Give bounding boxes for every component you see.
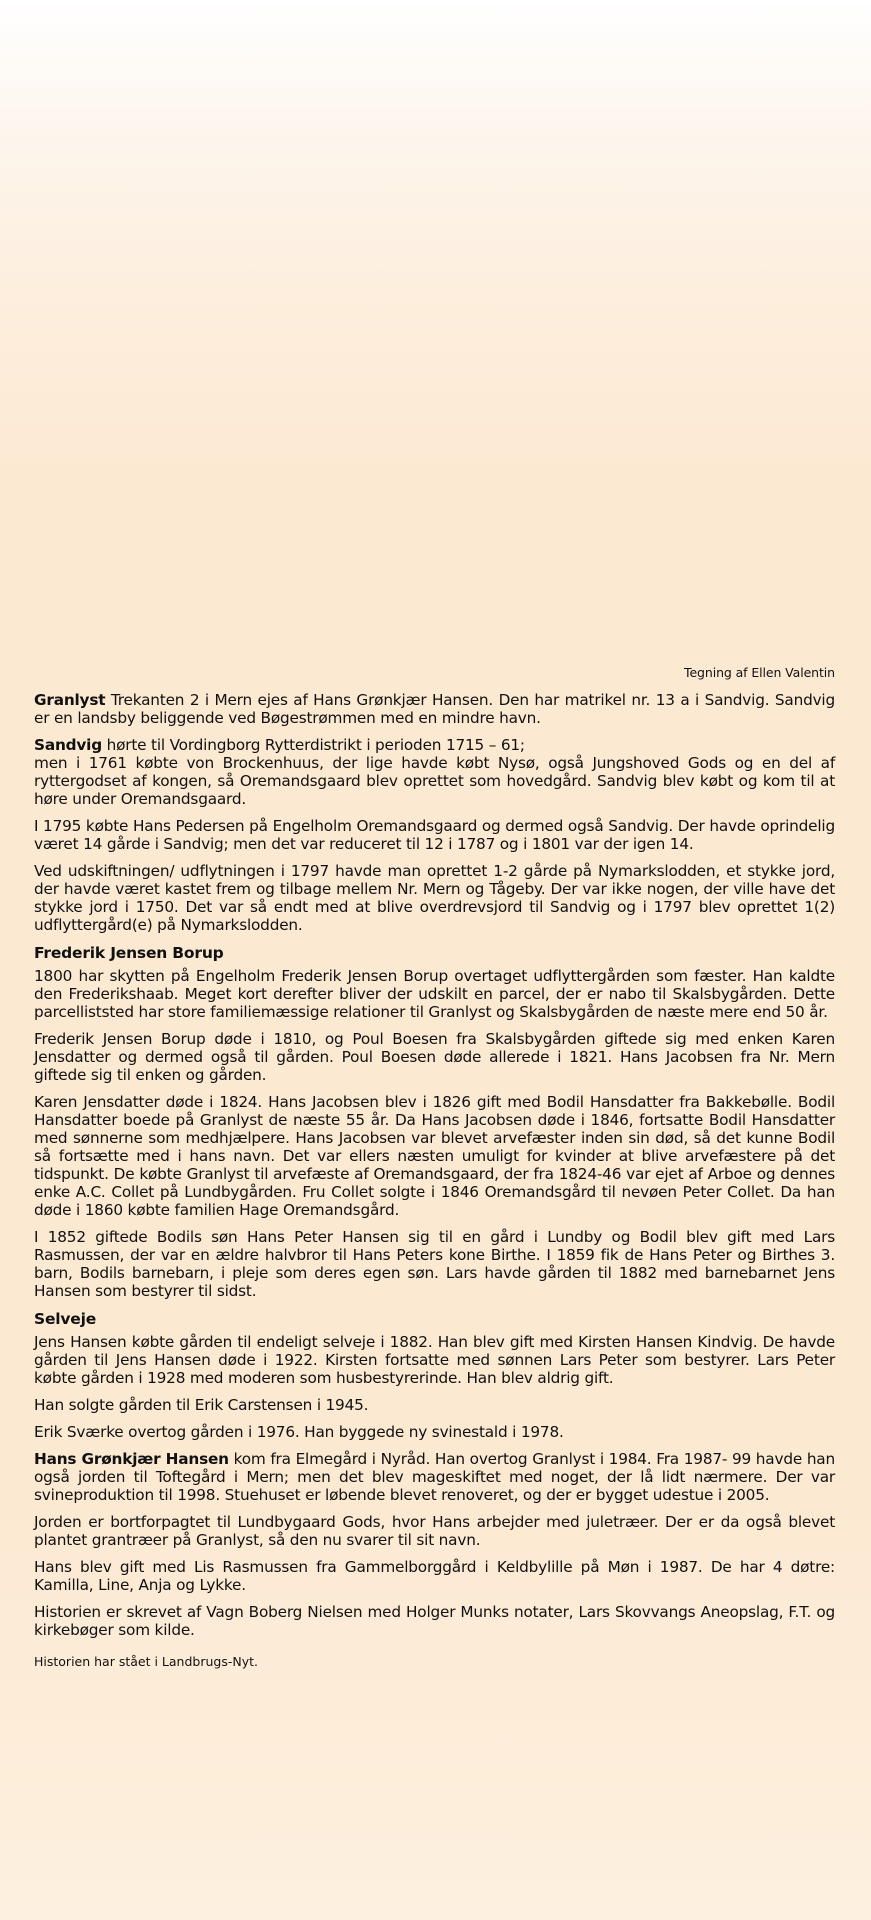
lead-hans-gronkjaer: Hans Grønkjær Hansen	[34, 1450, 229, 1468]
paragraph-1945: Han solgte gården til Erik Carstensen i 1945.	[34, 1396, 369, 1414]
illustration-area	[0, 0, 871, 660]
paragraph-1824: Karen Jensdatter døde i 1824. Hans Jacobsen blev i 1826 gift med Bodil Hansdatter fra Bakkebølle. Bodil Hansdatter boede på Granlyst de næste 55 år. Da Hans Jacobsen døde i 1846, fortsatte Bodil Hansdatter med sønnerne som medhjælpere. Hans Jacobsen var blevet arvefæster inden sin død, så det kunne Bodil så fortsætte med i hans navn. Det var ellers næsten umuligt for kvinder at blive arvefæstere på det tidspunkt. De købte Granlyst til arvefæste af Oremandsgaard, der fra 1824-46 var ejet af Arboe og dennes enke A.C. Collet på Lundbygården. Fru Collet solgte i 1846 Oremandsgård til nevøen Peter Collet. Da han døde i 1860 købte familien Hage Oremandsgård.	[34, 1093, 835, 1219]
paragraph-sandvig	[34, 736, 835, 808]
paragraph-text: men i 1761 købte von Brockenhuus, der lige havde købt Nysø, også Jungshoved Gods og en del af ryttergodset af kongen, så Oremandsgaard blev oprettet som hovedgård. Sandvig blev købt og kom til at høre under Oremandsgaard.	[34, 754, 835, 808]
paragraph-text: kom fra Elmegård i Nyråd. Han overtog Granlyst i 1984. Fra 1987- 99 havde han også jorden til Toftegård i Mern; men det blev mageskiftet med noget, der lå lidt nærmere. Der var svineproduktion til 1998. Stuehuset er løbende blevet renoveret, og der er bygget udestue i 2005.	[34, 1450, 835, 1504]
lead-granlyst: Granlyst	[34, 691, 106, 709]
heading-frederik-jensen-borup: Frederik Jensen Borup	[34, 944, 224, 962]
paragraph-hans-gronkjaer	[34, 1450, 835, 1504]
paragraph-line: hørte til Vordingborg Rytterdistrikt i perioden 1715 – 61;	[101, 736, 525, 754]
paragraph-granlyst	[34, 691, 835, 727]
paragraph-1882: Jens Hansen købte gården til endeligt selveje i 1882. Han blev gift med Kirsten Hansen Kindvig. De havde gården til Jens Hansen døde i 1922. Kirsten fortsatte med sønnen Lars Peter som bestyrer. Lars Peter købte gården i 1928 med moderen som husbestyrerinde. Han blev aldrig gift.	[34, 1333, 835, 1387]
illustration-credit: Tegning af Ellen Valentin	[684, 665, 835, 680]
paragraph-text: Trekanten 2 i Mern ejes af Hans Grønkjær Hansen. Den har matrikel nr. 13 a i Sandvig. Sandvig er en landsby beliggende ved Bøgestrømmen med en mindre havn.	[34, 691, 835, 727]
paragraph-1800: 1800 har skytten på Engelholm Frederik Jensen Borup overtaget udflyttergården som fæster. Han kaldte den Frederikshaab. Meget kort derefter bliver der udskilt en parcel, der er nabo til Skalsbygården. Dette parcelliststed har store familiemæssige relationer til Granlyst og Skalsbygården de næste mere end 50 år.	[34, 967, 835, 1021]
heading-selveje: Selveje	[34, 1310, 97, 1328]
source-note: Historien har stået i Landbrugs-Nyt.	[34, 1654, 258, 1669]
paragraph-family: Hans blev gift med Lis Rasmussen fra Gammelborggård i Keldbylille på Møn i 1987. De har 4 døtre: Kamilla, Line, Anja og Lykke.	[34, 1558, 835, 1594]
paragraph-udskiftning: Ved udskiftningen/ udflytningen i 1797 havde man oprettet 1-2 gårde på Nymarkslodden, et stykke jord, der havde været kastet frem og tilbage mellem Nr. Mern og Tågeby. Der var ikke nogen, der ville have det stykke jord i 1750. Det var så endt med at blive overdrevsjord til Sandvig og i 1797 blev oprettet 1(2) udflyttergård(e) på Nymarkslodden.	[34, 862, 835, 934]
article	[34, 665, 835, 1670]
paragraph-author: Historien er skrevet af Vagn Boberg Nielsen med Holger Munks notater, Lars Skovvangs Aneopslag, F.T. og kirkebøger som kilde.	[34, 1603, 835, 1639]
paragraph-jorden: Jorden er bortforpagtet til Lundbygaard Gods, hvor Hans arbejder med juletræer. Der er da også blevet plantet grantræer på Granlyst, så den nu svarer til sit navn.	[34, 1513, 835, 1549]
paragraph-1810: Frederik Jensen Borup døde i 1810, og Poul Boesen fra Skalsbygården giftede sig med enken Karen Jensdatter og dermed også til gården. Poul Boesen døde allerede i 1821. Hans Jacobsen fra Nr. Mern giftede sig til enken og gården.	[34, 1030, 835, 1084]
paragraph-1976: Erik Sværke overtog gården i 1976. Han byggede ny svinestald i 1978.	[34, 1423, 564, 1441]
paragraph-1852: I 1852 giftede Bodils søn Hans Peter Hansen sig til en gård i Lundby og Bodil blev gift med Lars Rasmussen, der var en ældre halvbror til Hans Peters kone Birthe. I 1859 fik de Hans Peter og Birthes 3. barn, Bodils barnebarn, i pleje som deres egen søn. Lars havde gården til 1882 med barnebarnet Jens Hansen som bestyrer til sidst.	[34, 1228, 835, 1300]
paragraph-1795: I 1795 købte Hans Pedersen på Engelholm Oremandsgaard og dermed også Sandvig. Der havde oprindelig været 14 gårde i Sandvig; men det var reduceret til 12 i 1787 og i 1801 var der igen 14.	[34, 817, 835, 853]
lead-sandvig: Sandvig	[34, 736, 102, 754]
